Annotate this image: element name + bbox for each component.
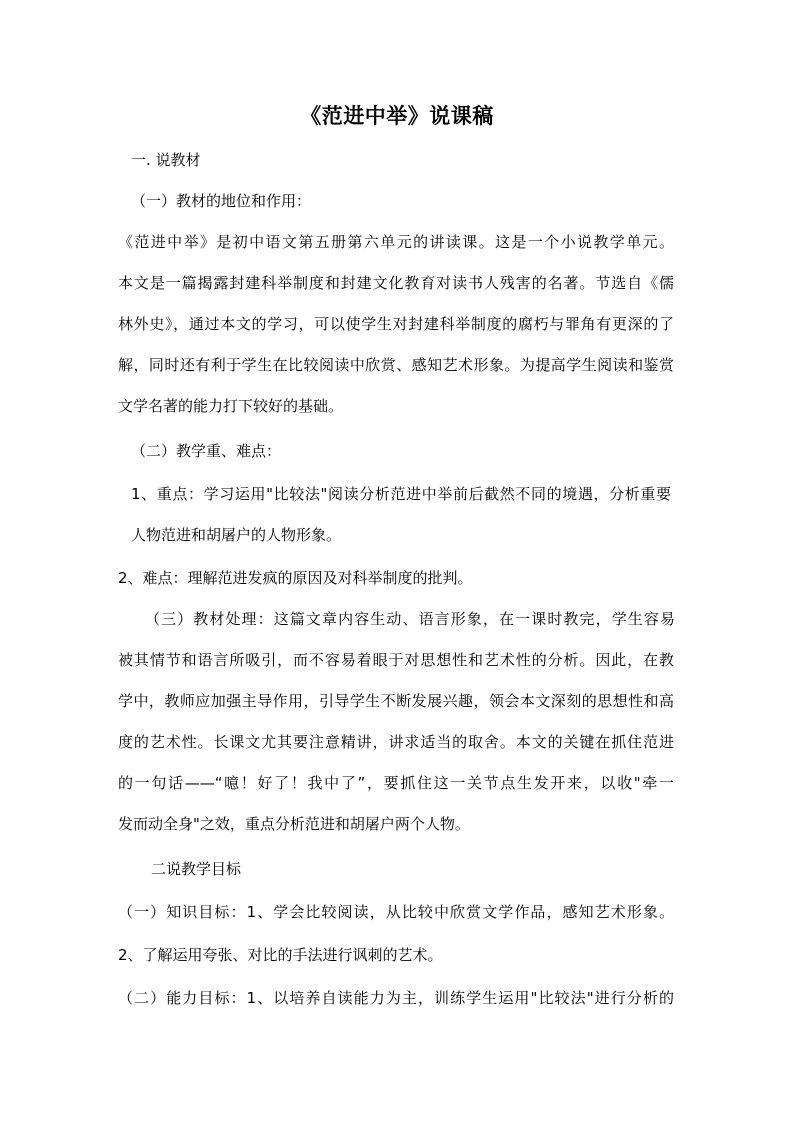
subsection-heading: （一）教材的地位和作用： xyxy=(131,192,312,210)
paragraph-line: 学中，教师应加强主导作用，引导学生不断发展兴趣，领会本文深刻的思想性和高 xyxy=(118,692,674,710)
paragraph-line: 度的艺术性。长课文尤其要注意精讲，讲求适当的取舍。本文的关键在抓住范进 xyxy=(118,733,674,751)
paragraph-line: 的一句话——“噫！好了！我中了”，要抓住这一关节点生发开来，以收"牵一 xyxy=(118,774,674,792)
paragraph-line: 人物范进和胡屠户的人物形象。 xyxy=(131,526,342,544)
paragraph-line: （一）知识目标：1、学会比较阅读，从比较中欣赏文学作品，感知艺术形象。 xyxy=(118,903,674,921)
document-title: 《范进中举》说课稿 xyxy=(300,104,494,128)
paragraph-line: 解，同时还有利于学生在比较阅读中欣赏、感知艺术形象。为提高学生阅读和鉴赏 xyxy=(118,356,674,374)
paragraph-line: 被其情节和语言所吸引，而不容易着眼于对思想性和艺术性的分析。因此，在教 xyxy=(118,651,674,669)
section-heading: 二说教学目标 xyxy=(151,860,242,878)
paragraph-line: （二）能力目标：1、以培养自读能力为主，训练学生运用"比较法"进行分析的 xyxy=(118,989,674,1007)
paragraph-line: 《范进中举》是初中语文第五册第六单元的讲读课。这是一个小说教学单元。 xyxy=(118,233,674,251)
paragraph-line: 林外史》，通过本文的学习，可以使学生对封建科举制度的腐朽与罪角有更深的了 xyxy=(118,315,674,333)
paragraph-line: 1、重点：学习运用"比较法"阅读分析范进中举前后截然不同的境遇，分析重要 xyxy=(131,485,671,503)
paragraph-line: 本文是一篇揭露封建科举制度和封建文化教育对读书人残害的名著。节选自《儒 xyxy=(118,274,674,292)
section-heading: 一. 说教材 xyxy=(131,151,201,169)
paragraph-line: 2、难点：理解范进发疯的原因及对科举制度的批判。 xyxy=(118,569,473,587)
paragraph-line: 文学名著的能力打下较好的基础。 xyxy=(118,397,344,415)
paragraph-line: 2、了解运用夸张、对比的手法进行讽刺的艺术。 xyxy=(118,946,443,964)
subsection-heading: （二）教学重、难点： xyxy=(131,442,282,460)
paragraph-line: 发而动全身"之效，重点分析范进和胡屠户两个人物。 xyxy=(118,815,470,833)
paragraph-line: （三）教材处理：这篇文章内容生动、语言形象，在一课时教完，学生容易 xyxy=(145,610,675,628)
